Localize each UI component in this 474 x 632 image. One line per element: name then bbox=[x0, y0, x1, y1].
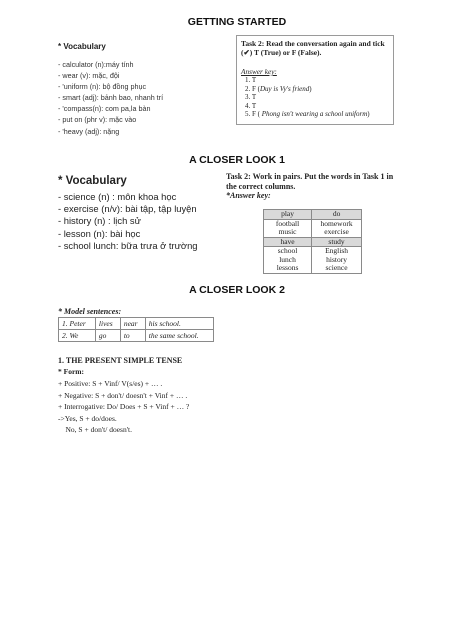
vocab-item: - 'compass(n): com pa,la bàn bbox=[58, 104, 151, 114]
model-cell: 2. We bbox=[59, 330, 96, 342]
model-sentences-heading: * Model sentences: bbox=[58, 307, 122, 316]
vocab-item: - put on (phr v): mặc vào bbox=[58, 115, 137, 125]
vocab-item: - calculator (n):máy tính bbox=[58, 60, 134, 69]
answer-item: 2. F (Duy is Vy's friend) bbox=[245, 84, 312, 93]
table-cell: homework exercise bbox=[312, 219, 362, 237]
vocab-list bbox=[58, 191, 198, 252]
table-header-cell: have bbox=[264, 237, 312, 247]
model-cell: 1. Peter bbox=[59, 318, 96, 330]
task-title: Task 2: Read the conversation again and tick (✔) T (True) or F (False). bbox=[241, 39, 385, 57]
vocab-item: - science (n) : môn khoa học bbox=[58, 191, 177, 202]
section-title-closer-look-1: A CLOSER LOOK 1 bbox=[189, 154, 285, 166]
answer-list bbox=[245, 76, 370, 119]
vocab-heading: * Vocabulary bbox=[58, 42, 106, 51]
vocab-item: - history (n) : lịch sử bbox=[58, 215, 141, 227]
table-header-cell: do bbox=[312, 210, 362, 220]
table-header-cell: study bbox=[312, 237, 362, 247]
answer-item: 3. T bbox=[245, 93, 257, 102]
answer-item: 1. T bbox=[245, 76, 257, 84]
table-cell: football music bbox=[264, 219, 312, 237]
vocab-item: - school lunch: bữa trưa ở trường bbox=[58, 239, 198, 251]
form-line: + Positive: S + Vinf/ V(s/es) + … . bbox=[58, 379, 163, 388]
form-line: No, S + don't/ doesn't. bbox=[58, 425, 133, 434]
task-title: Task 2: Work in pairs. Put the words in Task 1 in the correct columns. bbox=[226, 172, 394, 191]
model-cell: go bbox=[95, 330, 120, 342]
model-cell: lives bbox=[95, 318, 120, 330]
model-cell: his school. bbox=[145, 318, 213, 330]
task-box-getting-started bbox=[236, 35, 394, 125]
form-line: ->Yes, S + do/does. bbox=[58, 413, 117, 423]
table-cell: English history science bbox=[312, 247, 362, 274]
vocab-item: - 'uniform (n): bộ đồng phục bbox=[58, 82, 147, 92]
form-line: + Interrogative: Do/ Does + S + Vinf + … ? bbox=[58, 402, 190, 411]
word-columns-table bbox=[263, 209, 362, 274]
vocab-item: - smart (adj): bảnh bao, nhanh trí bbox=[58, 93, 164, 103]
table-cell: school lunch lessons bbox=[264, 247, 312, 274]
table-header-cell: play bbox=[264, 210, 312, 220]
answer-item: 4. T bbox=[245, 101, 257, 110]
answer-key-label: *Answer key: bbox=[226, 191, 271, 200]
model-cell: to bbox=[120, 330, 145, 342]
form-lines bbox=[58, 378, 189, 436]
vocab-item: - lesson (n): bài học bbox=[58, 227, 141, 239]
form-line: + Negative: S + don't/ doesn't + Vinf + … . bbox=[58, 390, 188, 400]
model-cell: the same school. bbox=[145, 330, 213, 342]
vocab-item: - wear (v): mặc, đội bbox=[58, 71, 120, 81]
section-title-closer-look-2: A CLOSER LOOK 2 bbox=[189, 284, 285, 296]
vocab-item: - exercise (n/v): bài tập, tập luyện bbox=[58, 203, 197, 215]
answer-key-label: Answer key: bbox=[241, 67, 277, 76]
model-cell: near bbox=[120, 318, 145, 330]
model-sentences-table bbox=[58, 317, 214, 342]
vocab-heading: * Vocabulary bbox=[58, 175, 127, 187]
vocab-item: - 'heavy (adj): nặng bbox=[58, 126, 120, 136]
vocab-list bbox=[58, 59, 163, 137]
section-title-getting-started: GETTING STARTED bbox=[187, 16, 287, 28]
grammar-title: 1. THE PRESENT SIMPLE TENSE bbox=[58, 356, 183, 365]
form-label: * Form: bbox=[58, 367, 85, 376]
answer-item: 5. F ( Phong isn't wearing a school uniform) bbox=[245, 110, 370, 119]
